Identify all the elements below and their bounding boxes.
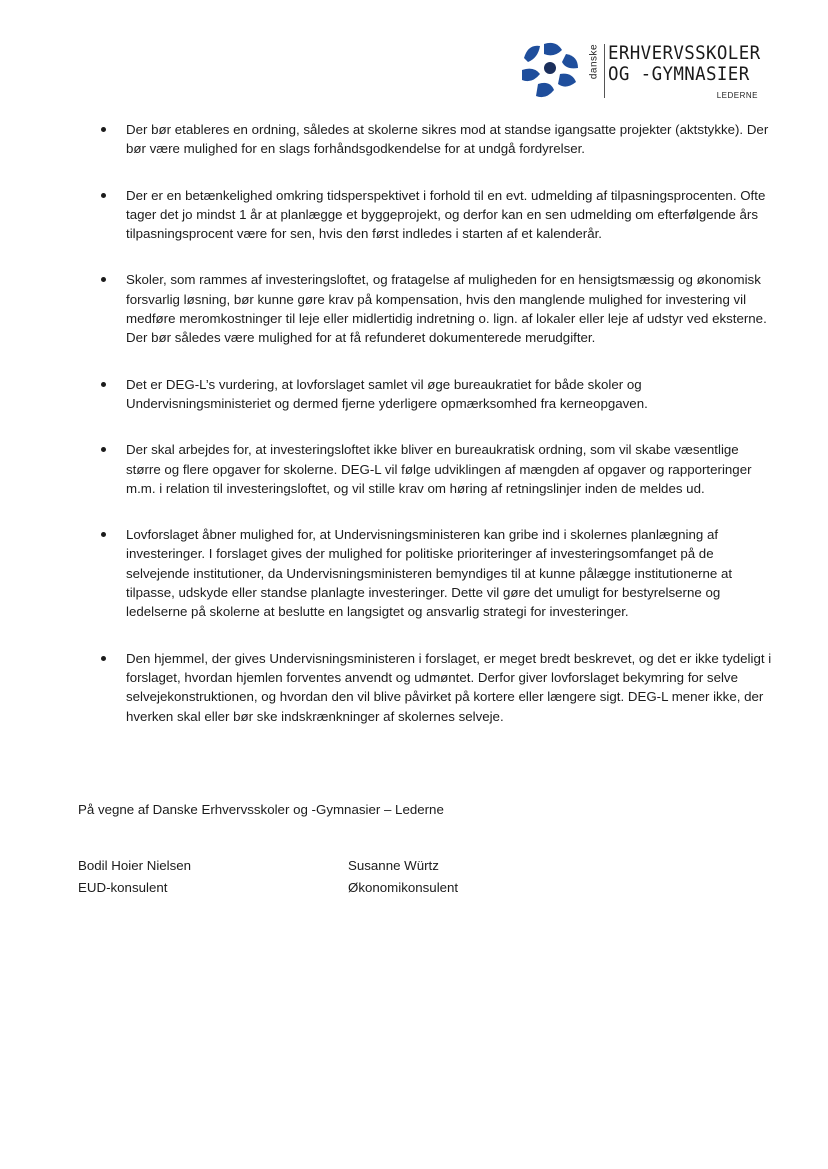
- bullet-icon: [101, 656, 106, 661]
- list-item: [96, 375, 776, 414]
- bullet-text: Skoler, som rammes af investeringsloftet, og fratagelse af muligheden for en hensigtsmæssig og økonomisk forsvarlig løsning, bør kunne gøre krav på kompensation, hvis den manglende mulighed for investering vil medføre meromkostninger til leje eller midlertidig indretning o. lign. af lokaler eller leje af udstyr ved eksterne. Der bør således være mulighed for at få refunderet dokumenterede merudgifter.: [126, 272, 767, 346]
- bullet-text: Der bør etableres en ordning, således at skolerne sikres mod at standse igangsatte projekter (aktstykke). Der bør være mulighed for en slags forhåndsgodkendelse for at undgå fordyrelser.: [126, 122, 769, 157]
- bullet-text: Den hjemmel, der gives Undervisningsministeren i forslaget, er meget bredt beskrevet, og det er ikke tydeligt i forslaget, hvordan hjemlen forventes anvendt og udmøntet. Derfor giver lovforslaget bekymring for selve selvejekonstruktionen, og hvordan den vil blive påvirket på kortere eller længere sigt. DEG-L mener ikke, der hverken skal eller bør ske indskrænkninger af skolernes selveje.: [126, 650, 772, 724]
- logo-mark-icon: [520, 40, 584, 104]
- closing-line: På vegne af Danske Erhvervsskoler og -Gymnasier – Lederne: [78, 802, 444, 817]
- bullet-icon: [101, 127, 106, 132]
- logo-line-2: OG -GYMNASIER: [608, 63, 750, 85]
- bullet-list: [96, 120, 776, 753]
- list-item: [96, 120, 776, 159]
- bullet-icon: [101, 447, 106, 452]
- logo-subtitle: LEDERNE: [716, 91, 758, 100]
- bullet-icon: [101, 193, 106, 198]
- list-item: [96, 525, 776, 621]
- logo-divider: [604, 44, 605, 98]
- list-item: [96, 649, 776, 726]
- bullet-text: Lovforslaget åbner mulighed for, at Undervisningsministeren kan gribe ind i skolernes planlægning af investeringer. I forslaget gives der mulighed for politiske prioriteringer af investeringsomfanget på de selvejende institutioner, da Undervisningsministeren bemyndiges til at kunne pålægge institutionerne at tilpasse, udskyde eller standse planlagte investeringer. Dette vil gøre det umuligt for bestyrelserne og ledelserne på skolerne at beslutte en langsigtet og ansvarlig strategi for investeringer.: [126, 527, 733, 620]
- signatory-title: Økonomikonsulent: [348, 880, 459, 895]
- signature-block-1: [78, 855, 191, 899]
- logo-line-1: ERHVERVSSKOLER: [608, 42, 761, 64]
- list-item: [96, 440, 776, 498]
- bullet-icon: [101, 382, 106, 387]
- logo-vertical-text: danske: [588, 43, 600, 80]
- signatory-name: Susanne Würtz: [348, 858, 439, 873]
- bullet-icon: [101, 277, 106, 282]
- organization-logo: [520, 40, 770, 106]
- bullet-text: Der skal arbejdes for, at investeringsloftet ikke bliver en bureaukratisk ordning, som vil skabe væsentlige større og flere opgaver for skolerne. DEG-L vil følge udviklingen af mængden af opgaver og rapporteringer m.m. i relation til investeringsloftet, og vil stille krav om høring af retningslinjer inden de meldes ud.: [126, 442, 752, 496]
- list-item: [96, 270, 776, 347]
- bullet-text: Det er DEG-L’s vurdering, at lovforslaget samlet vil øge bureaukratiet for både skoler og Undervisningsministeriet og dermed fjerne yderligere opmærksomhed fra kerneopgaven.: [126, 376, 648, 411]
- bullet-text: Der er en betænkelighed omkring tidsperspektivet i forhold til en evt. udmelding af tilpasningsprocenten. Ofte tager det jo mindst 1 år at planlægge et byggeprojekt, og derfor kan en sen udmelding om efterfølgende års tilpasningsprocent være for sen, hvis den først indledes i starten af et kalenderår.: [126, 187, 766, 242]
- bullet-icon: [101, 532, 106, 537]
- signature-block-2: [348, 855, 458, 899]
- list-item: [96, 186, 776, 244]
- signatory-name: Bodil Hoier Nielsen: [78, 858, 192, 873]
- signatory-title: EUD-konsulent: [78, 880, 168, 895]
- logo-wordmark: [608, 43, 760, 85]
